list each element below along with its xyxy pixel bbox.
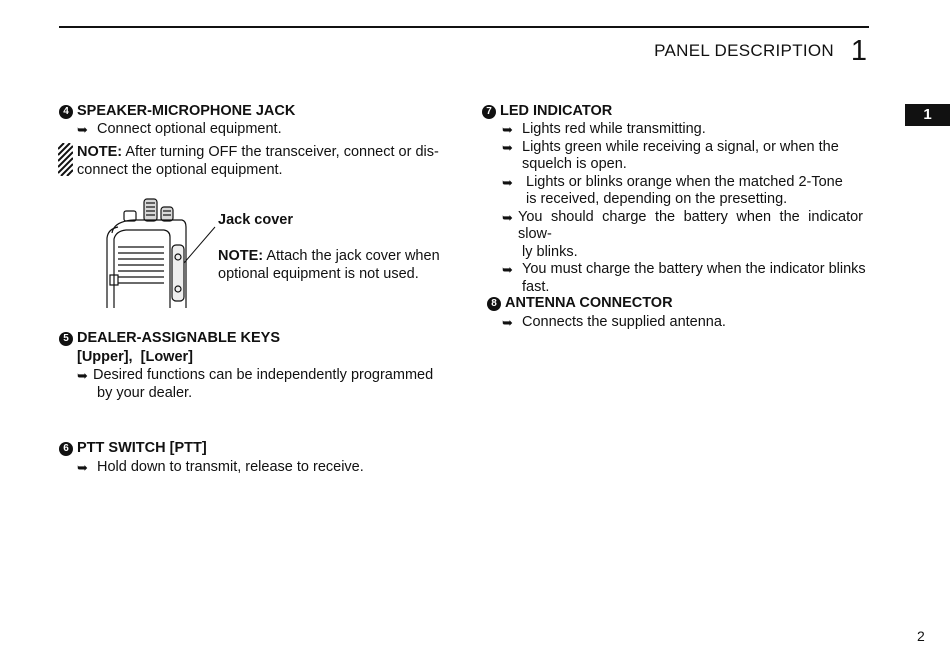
bullet-item xyxy=(502,139,869,174)
bullet-text xyxy=(526,174,869,209)
bullet-item xyxy=(502,261,869,296)
section-title: PTT SWITCH [PTT] xyxy=(77,440,207,456)
bullet-text: Hold down to transmit, release to receive. xyxy=(97,459,364,475)
bullet-text: Connects the supplied antenna. xyxy=(522,314,726,330)
note-label: NOTE: xyxy=(218,248,264,264)
note-block xyxy=(77,144,447,179)
bullet-text-line: You must charge the battery when the indicator blinks xyxy=(522,261,866,277)
arrow-bullet-icon: ➥ xyxy=(502,139,513,155)
bullet-text-line: by your dealer. xyxy=(97,384,193,401)
section-title: DEALER-ASSIGNABLE KEYS xyxy=(77,330,281,346)
bullet-text-line: squelch is open. xyxy=(522,156,627,172)
arrow-bullet-icon: ➥ xyxy=(502,262,513,277)
bullet-item xyxy=(502,209,869,262)
figure-note xyxy=(218,248,448,283)
note-text: connect the optional equipment. xyxy=(77,161,283,178)
section-4-heading xyxy=(59,103,295,121)
bullet-text-line: Lights green while receiving a signal, or when the xyxy=(522,138,839,155)
arrow-bullet-icon: ➥ xyxy=(502,209,513,225)
header-rule xyxy=(59,26,869,28)
figure-callout: Jack cover xyxy=(218,212,293,228)
radio-transceiver-illustration xyxy=(104,193,216,308)
section-5-heading xyxy=(59,330,280,348)
section-number-badge: 8 xyxy=(487,297,501,311)
bullet-text-line: You should charge the battery when the indicator slow- xyxy=(518,208,863,242)
bullet-text xyxy=(518,209,869,262)
bullet-text: Connect optional equipment. xyxy=(97,121,282,137)
arrow-bullet-icon: ➥ xyxy=(77,460,88,475)
bullet-item xyxy=(502,314,726,332)
bullet-item xyxy=(77,367,440,402)
arrow-bullet-icon: ➥ xyxy=(502,315,513,330)
bullet-item xyxy=(77,121,282,139)
bullet-item xyxy=(502,174,869,209)
section-title: SPEAKER-MICROPHONE JACK xyxy=(77,103,296,119)
bullet-text xyxy=(522,261,869,296)
section-number-badge: 6 xyxy=(59,442,73,456)
arrow-bullet-icon: ➥ xyxy=(77,368,88,383)
bullet-item xyxy=(77,459,364,477)
note-text: Attach the jack cover when xyxy=(266,248,440,264)
page-number: 2 xyxy=(917,628,925,644)
bullet-text-line: ly blinks. xyxy=(522,243,578,260)
led-bullet-list xyxy=(502,121,869,296)
section-8-heading xyxy=(487,295,673,313)
note-label: NOTE: xyxy=(77,144,123,160)
arrow-bullet-icon: ➥ xyxy=(502,174,513,190)
hatched-note-icon xyxy=(58,143,73,176)
section-title: ANTENNA CONNECTOR xyxy=(505,295,673,311)
note-text: After turning OFF the transceiver, connect or dis- xyxy=(125,144,439,160)
section-number-badge: 4 xyxy=(59,105,73,119)
note-text: optional equipment is not used. xyxy=(218,265,419,282)
section-6-heading xyxy=(59,440,207,458)
bullet-text-line: Lights or blinks orange when the matched 2-Tone xyxy=(526,173,843,190)
bullet-item xyxy=(502,121,869,139)
page-title: PANEL DESCRIPTION xyxy=(654,41,834,60)
section-title: LED INDICATOR xyxy=(500,103,613,119)
section-number-badge: 7 xyxy=(482,105,496,119)
bullet-text xyxy=(522,139,869,174)
bullet-text xyxy=(93,367,440,402)
key-names: [Upper], [Lower] xyxy=(77,349,193,365)
bullet-text-line: is received, depending on the presetting. xyxy=(526,191,788,207)
chapter-number: 1 xyxy=(850,35,867,67)
bullet-text-line: Desired functions can be independently programmed xyxy=(93,367,434,383)
section-number-badge: 5 xyxy=(59,332,73,346)
arrow-bullet-icon: ➥ xyxy=(502,122,513,137)
chapter-tab: 1 xyxy=(905,104,950,126)
bullet-text: Lights red while transmitting. xyxy=(522,121,706,137)
bullet-text-line: fast. xyxy=(522,278,550,295)
arrow-bullet-icon: ➥ xyxy=(77,122,88,137)
section-7-heading xyxy=(482,103,612,121)
